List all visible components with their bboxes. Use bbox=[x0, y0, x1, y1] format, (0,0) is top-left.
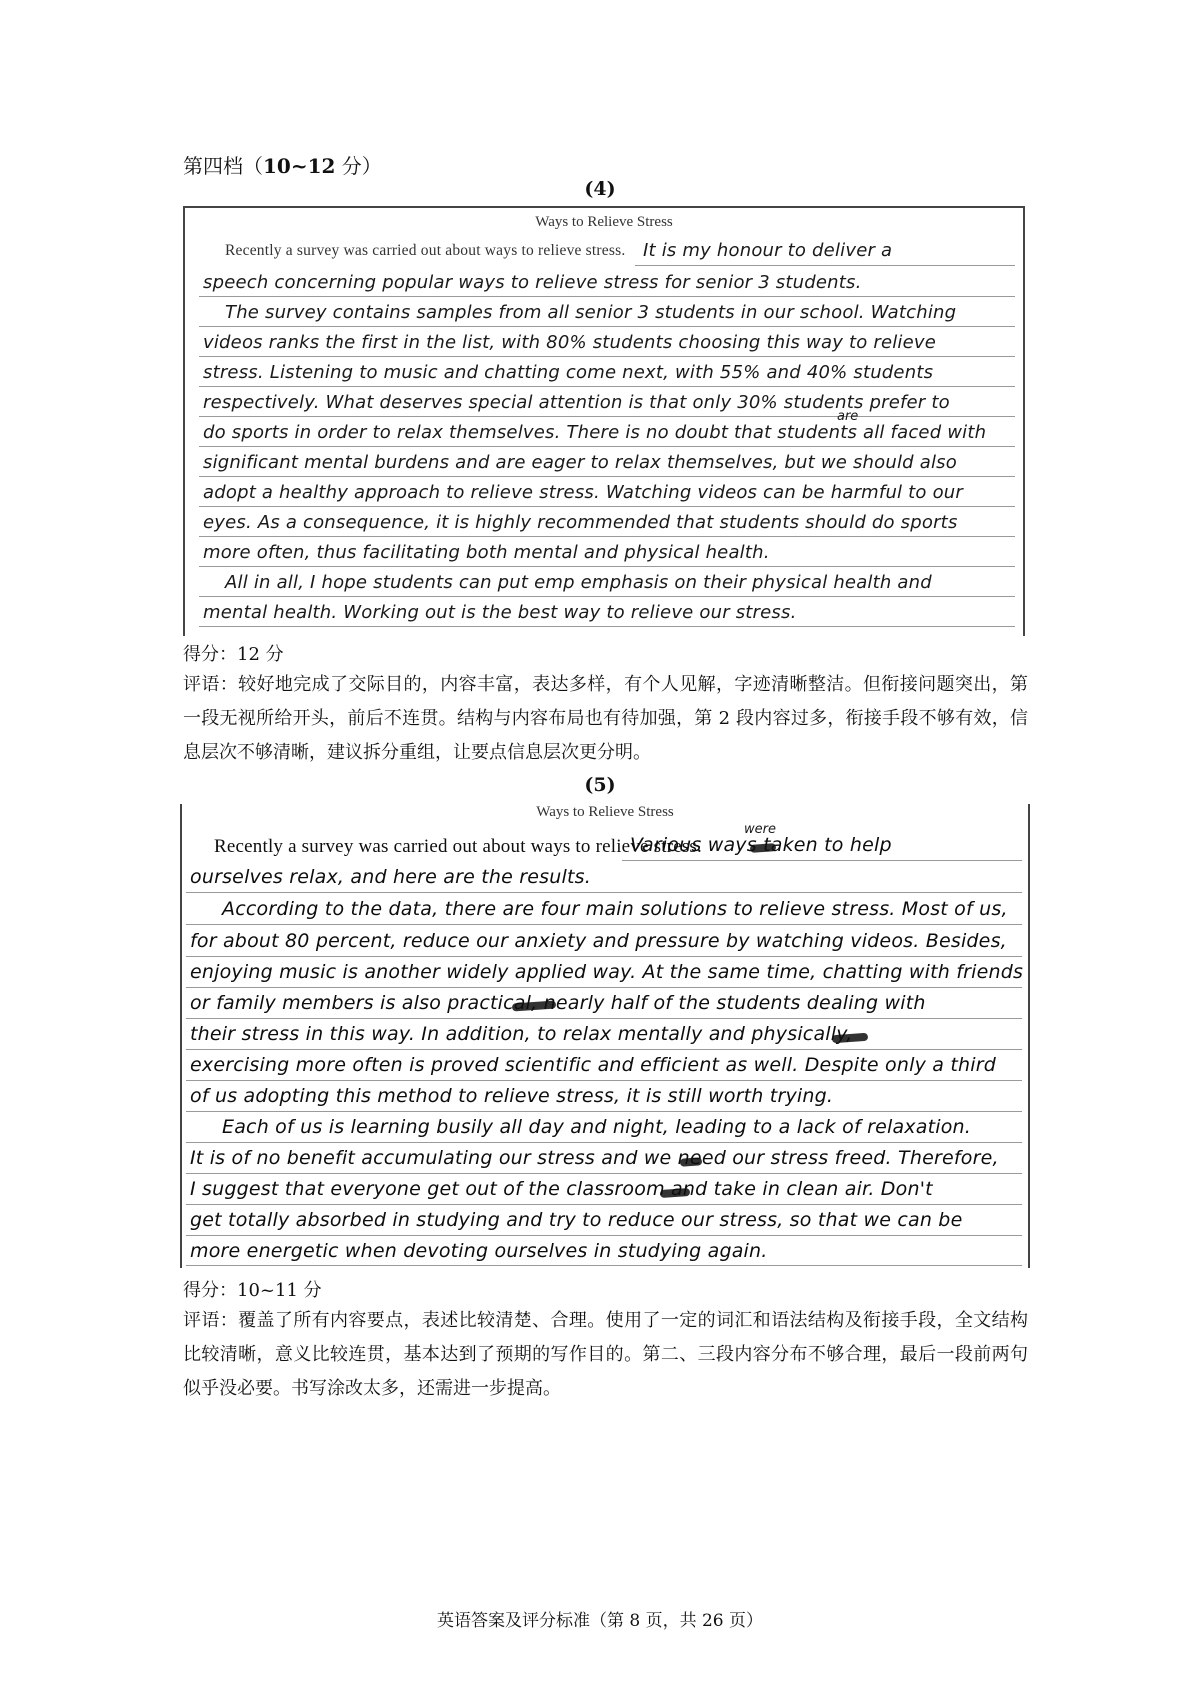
essay-line: of us adopting this method to relieve stress, it is still worth trying. bbox=[190, 1085, 834, 1107]
essay-line: respectively. What deserves special attention is that only 30% students prefer to bbox=[203, 392, 950, 413]
printed-intro: Recently a survey was carried out about ways to relieve stress. bbox=[214, 836, 702, 857]
essay-line: ourselves relax, and here are the results. bbox=[190, 866, 591, 888]
essay-line: speech concerning popular ways to relieve stress for senior 3 students. bbox=[203, 272, 862, 293]
essay-line: do sports in order to relax themselves. There is no doubt that students all faced with bbox=[203, 422, 987, 443]
essay-title: Ways to Relieve Stress bbox=[535, 214, 673, 230]
comment: 评语：覆盖了所有内容要点，表述比较清楚、合理。使用了一定的词汇和语法结构及衔接手段，全文结构比较清晰，意义比较连贯，基本达到了预期的写作目的。第二、三段内容分布不够合理，最后一段前两句似乎没必要。书写涂改太多，还需进一步提高。 bbox=[183, 1310, 1028, 1399]
essay-line: their stress in this way. In addition, to relax mentally and physically, bbox=[190, 1023, 853, 1045]
score: 得分：10~11 分 bbox=[183, 1280, 322, 1301]
essay-scan-4 bbox=[183, 206, 1025, 636]
printed-intro: Recently a survey was carried out about ways to relieve stress. bbox=[225, 242, 626, 259]
score: 得分：12 分 bbox=[183, 644, 284, 665]
essay-line: adopt a healthy approach to relieve stress. Watching videos can be harmful to our bbox=[203, 482, 963, 503]
insertion-mark: are bbox=[837, 409, 859, 424]
essay-line: get totally absorbed in studying and try to reduce our stress, so that we can be bbox=[190, 1209, 963, 1231]
essay-line: eyes. As a consequence, it is highly recommended that students should do sports bbox=[203, 512, 958, 533]
essay-scan-5 bbox=[180, 804, 1030, 1268]
essay-line: It is my honour to deliver a bbox=[643, 240, 893, 261]
essay-title: Ways to Relieve Stress bbox=[536, 804, 674, 820]
essay-line: for about 80 percent, reduce our anxiety and pressure by watching videos. Besides, bbox=[190, 930, 1007, 952]
essay-line: All in all, I hope students can put emp emphasis on their physical health and bbox=[225, 572, 932, 593]
essay-line: I suggest that everyone get out of the classroom and take in clean air. Don't bbox=[190, 1178, 933, 1200]
essay-line: or family members is also practical, nearly half of the students dealing with bbox=[190, 992, 926, 1014]
sample-number: (5) bbox=[584, 774, 616, 796]
essay-line: enjoying music is another widely applied way. At the same time, chatting with friends bbox=[190, 961, 1024, 983]
insertion-mark: were bbox=[744, 822, 776, 837]
comment: 评语：较好地完成了交际目的，内容丰富，表达多样，有个人见解，字迹清晰整洁。但衔接问题突出，第一段无视所给开头，前后不连贯。结构与内容布局也有待加强，第 2 段内容过多，衔接手段不够有效，信息层次不够清晰，建议拆分重组，让要点信息层次更分明。 bbox=[183, 674, 1028, 763]
essay-line: videos ranks the first in the list, with 80% students choosing this way to relieve bbox=[203, 332, 937, 353]
essay-line: more often, thus facilitating both mental and physical health. bbox=[203, 542, 770, 563]
essay-line: Each of us is learning busily all day and night, leading to a lack of relaxation. bbox=[222, 1116, 972, 1138]
essay-line: According to the data, there are four main solutions to relieve stress. Most of us, bbox=[222, 898, 1008, 920]
essay-line: It is of no benefit accumulating our stress and we need our stress freed. Therefore, bbox=[190, 1147, 999, 1169]
essay-line: stress. Listening to music and chatting come next, with 55% and 40% students bbox=[203, 362, 934, 383]
essay-line: mental health. Working out is the best way to relieve our stress. bbox=[203, 602, 797, 623]
essay-line: Various ways taken to help bbox=[630, 834, 892, 856]
essay-line: significant mental burdens and are eager to relax themselves, but we should also bbox=[203, 452, 957, 473]
page-footer: 英语答案及评分标准（第 8 页，共 26 页） bbox=[436, 1611, 764, 1631]
essay-line: exercising more often is proved scientific and efficient as well. Despite only a third bbox=[190, 1054, 996, 1076]
essay-line: more energetic when devoting ourselves in studying again. bbox=[190, 1240, 768, 1262]
sample-number: (4) bbox=[584, 178, 616, 200]
tier-heading: 第四档（10~12 分） bbox=[183, 154, 382, 178]
essay-line: The survey contains samples from all senior 3 students in our school. Watching bbox=[225, 302, 957, 323]
